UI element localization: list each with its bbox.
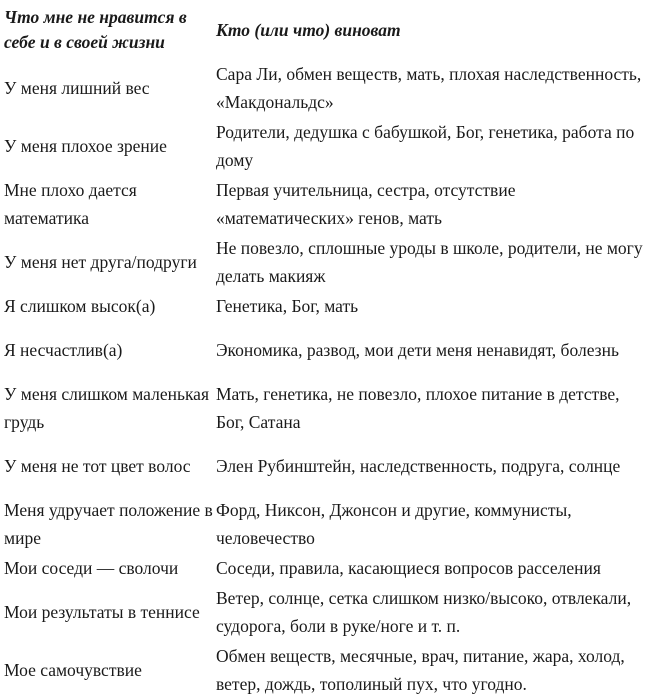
table-row bbox=[0, 553, 650, 583]
table-row bbox=[0, 233, 650, 291]
table-row bbox=[0, 175, 650, 233]
issue-cell: У меня не тот цвет волос bbox=[4, 456, 191, 476]
table-header-row bbox=[0, 0, 650, 59]
blame-cell: Мать, генетика, не повезло, плохое питание в детстве, Бог, Сатана bbox=[216, 384, 620, 432]
blame-cell: Не повезло, сплошные уроды в школе, родители, не могу делать макияж bbox=[216, 238, 643, 286]
table-row bbox=[0, 321, 650, 379]
issue-cell: У меня плохое зрение bbox=[4, 136, 167, 156]
table-row bbox=[0, 437, 650, 495]
issue-cell: У меня слишком маленькая грудь bbox=[4, 384, 209, 432]
table-row bbox=[0, 379, 650, 437]
table-row bbox=[0, 641, 650, 699]
blame-cell: Сара Ли, обмен веществ, мать, плохая наследственность, «Макдональдс» bbox=[216, 64, 642, 112]
issue-cell: Я слишком высок(а) bbox=[4, 296, 156, 316]
table-row bbox=[0, 59, 650, 117]
blame-cell: Ветер, солнце, сетка слишком низко/высоко, отвлекали, судорога, боли в руке/ноге и т. п. bbox=[216, 588, 632, 636]
column-header-blame: Кто (или что) виноват bbox=[216, 19, 401, 40]
issue-cell: Меня удручает положение в мире bbox=[4, 500, 213, 548]
table-row bbox=[0, 583, 650, 641]
issue-cell: Мои результаты в теннисе bbox=[4, 602, 200, 622]
table-row bbox=[0, 495, 650, 553]
table-row bbox=[0, 291, 650, 321]
blame-cell: Первая учительница, сестра, отсутствие «математических» генов, мать bbox=[216, 180, 516, 228]
issue-cell: Я несчастлив(а) bbox=[4, 340, 123, 360]
issue-cell: У меня лишний вес bbox=[4, 78, 150, 98]
blame-cell: Элен Рубинштейн, наследственность, подруга, солнце bbox=[216, 456, 621, 476]
blame-cell: Экономика, развод, мои дети меня ненавидят, болезнь bbox=[216, 340, 619, 360]
blame-cell: Генетика, Бог, мать bbox=[216, 296, 359, 316]
blame-cell: Соседи, правила, касающиеся вопросов расселения bbox=[216, 558, 601, 578]
issue-cell: Мои соседи — сволочи bbox=[4, 558, 179, 578]
issue-cell: Мое самочувствие bbox=[4, 660, 142, 680]
blame-cell: Обмен веществ, месячные, врач, питание, жара, холод, ветер, дождь, тополиный пух, что угодно. bbox=[216, 646, 625, 694]
table-row bbox=[0, 117, 650, 175]
blame-cell: Форд, Никсон, Джонсон и другие, коммунисты, человечество bbox=[216, 500, 572, 548]
issue-cell: Мне плохо дается математика bbox=[4, 180, 137, 228]
column-header-issue: Что мне не нравится в себе и в своей жизни bbox=[4, 7, 187, 52]
issue-cell: У меня нет друга/подруги bbox=[4, 252, 197, 272]
blame-cell: Родители, дедушка с бабушкой, Бог, генетика, работа по дому bbox=[216, 122, 635, 170]
